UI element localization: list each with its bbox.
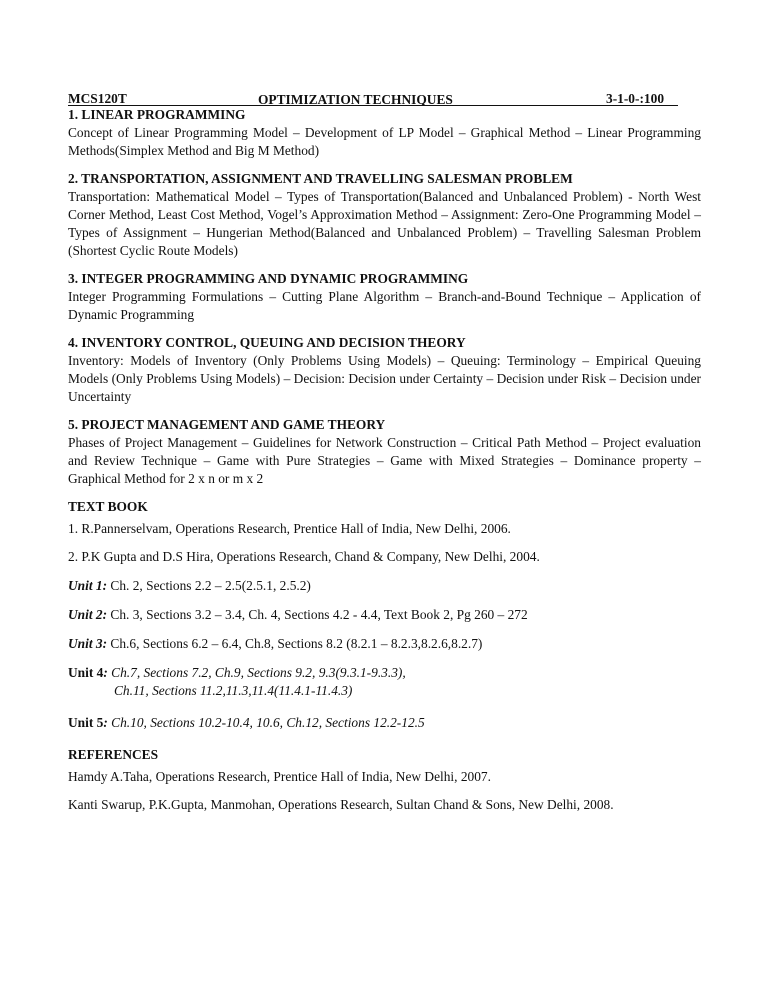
- section-body: Phases of Project Management – Guidelines for Network Construction – Critical Path Method – Project evaluation and Review Technique – Game with Pure Strategies – Game with Mixed Strategies – Dominance property – Graphical Method for 2 x n or m x 2: [68, 435, 701, 486]
- reference-item-2: Kanti Swarup, P.K.Gupta, Manmohan, Operations Research, Sultan Chand & Sons, New Delhi, 2008.: [68, 797, 614, 812]
- textbook-item-2: 2. P.K Gupta and D.S Hira, Operations Research, Chand & Company, New Delhi, 2004.: [68, 549, 540, 564]
- unit-label: Unit 1:: [68, 578, 108, 593]
- unit-3: [68, 635, 701, 653]
- unit-5: [68, 714, 701, 732]
- unit-4: [68, 664, 701, 700]
- course-header: [68, 90, 701, 106]
- course-credits: 3-1-0-:100: [606, 91, 665, 106]
- header-underline: [68, 105, 678, 106]
- section-1: [68, 106, 701, 160]
- reference-item-1: Hamdy A.Taha, Operations Research, Prentice Hall of India, New Delhi, 2007.: [68, 769, 491, 784]
- section-4: [68, 334, 701, 406]
- unit-text: Ch.6, Sections 6.2 – 6.4, Ch.8, Sections 8.2 (8.2.1 – 8.2.3,8.2.6,8.2.7): [107, 636, 483, 651]
- unit-label-colon: :: [103, 715, 108, 730]
- section-heading: 4. INVENTORY CONTROL, QUEUING AND DECISION THEORY: [68, 335, 466, 350]
- textbook-heading: TEXT BOOK: [68, 499, 148, 514]
- unit-1: [68, 577, 701, 595]
- textbook-item-1: 1. R.Pannerselvam, Operations Research, Prentice Hall of India, New Delhi, 2006.: [68, 521, 511, 536]
- course-code: MCS120T: [68, 91, 127, 106]
- section-body: Transportation: Mathematical Model – Types of Transportation(Balanced and Unbalanced Problem) - North West Corner Method, Least Cost Method, Vogel’s Approximation Method – Assignment: Zero-One Programming Model – Types of Assignment – Hungerian Method(Balanced and Unbalanced Problem) – Travelling Salesman Problem (Shortest Cyclic Route Models): [68, 189, 701, 258]
- unit-text-continued: Ch.11, Sections 11.2,11.3,11.4(11.4.1-11.4.3): [114, 683, 353, 698]
- unit-text: Ch. 3, Sections 3.2 – 3.4, Ch. 4, Sections 4.2 - 4.4, Text Book 2, Pg 260 – 272: [107, 607, 528, 622]
- section-heading: 3. INTEGER PROGRAMMING AND DYNAMIC PROGRAMMING: [68, 271, 469, 286]
- section-heading: 5. PROJECT MANAGEMENT AND GAME THEORY: [68, 417, 386, 432]
- unit-label: Unit 4: [68, 665, 104, 680]
- syllabus-page: [68, 90, 701, 824]
- unit-text: Ch. 2, Sections 2.2 – 2.5(2.5.1, 2.5.2): [107, 578, 311, 593]
- unit-label-colon: :: [103, 665, 108, 680]
- unit-label: Unit 5: [68, 715, 104, 730]
- section-2: [68, 170, 701, 260]
- section-body: Concept of Linear Programming Model – Development of LP Model – Graphical Method – Linear Programming Methods(Simplex Method and Big M Method): [68, 125, 701, 158]
- unit-text: Ch.7, Sections 7.2, Ch.9, Sections 9.2, 9.3(9.3.1-9.3.3),: [107, 665, 406, 680]
- unit-label: Unit 3:: [68, 636, 108, 651]
- unit-2: [68, 606, 701, 624]
- section-heading: 1. LINEAR PROGRAMMING: [68, 107, 246, 122]
- section-heading: 2. TRANSPORTATION, ASSIGNMENT AND TRAVELLING SALESMAN PROBLEM: [68, 171, 573, 186]
- course-title: OPTIMIZATION TECHNIQUES: [258, 92, 453, 107]
- references-heading: REFERENCES: [68, 747, 159, 762]
- section-body: Inventory: Models of Inventory (Only Problems Using Models) – Queuing: Terminology – Empirical Queuing Models (Only Problems Using Models) – Decision: Decision under Certainty – Decision under Risk – Decision under Uncertainty: [68, 353, 701, 404]
- section-body: Integer Programming Formulations – Cutting Plane Algorithm – Branch-and-Bound Technique – Application of Dynamic Programming: [68, 289, 701, 322]
- unit-text: Ch.10, Sections 10.2-10.4, 10.6, Ch.12, Sections 12.2-12.5: [107, 715, 425, 730]
- section-3: [68, 270, 701, 324]
- section-5: [68, 416, 701, 488]
- unit-label: Unit 2:: [68, 607, 108, 622]
